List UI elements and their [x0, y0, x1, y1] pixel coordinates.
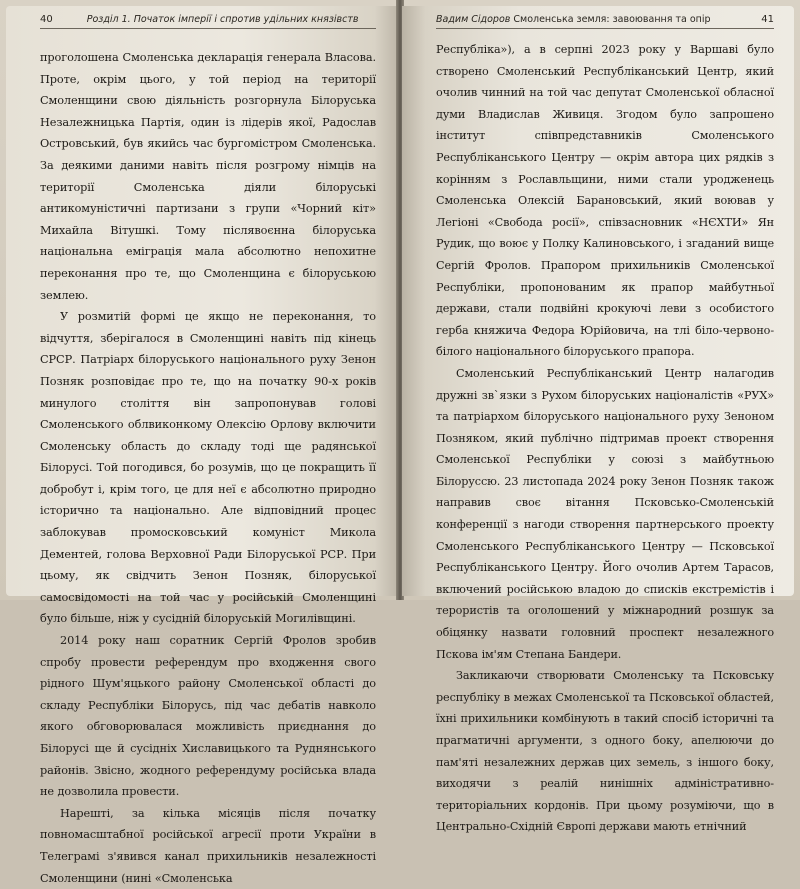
right-paragraph-1: Республіка»), а в серпні 2023 року у Варшаві було створено Смоленський Республіканський Центр, який очолив чинний на той час депутат Смоленської обласної думи Владислав Живиця. Згодом було запрошено інститут співпредставників Смоленського Республіканського Центру — окрім автора цих рядків з корінням з Рославльщини, ними стали уродженець Смоленська Олексій Барановський, який воював у Легіоні «Свобода росії», співзасновник «НЄХТИ» Ян Рудик, що воює у Полку Калиновського, і згаданий вище Сергій Фролов. Прапором прихильників Смоленської Республіки, пропонованим як прапор майбутньої держави, стали подвійні крокуючі леви з особистого герба княжича Федора Юрійовича, на тлі біло-червоно-білого національного білоруського прапора.: [436, 43, 774, 359]
right-paragraph-2: Смоленський Республіканський Центр налагодив дружні зв`язки з Рухом білоруських націоналістів «РУХ» та патріархом білоруського національного руху Зеноном Позняком, який публічно підтримав проект створення Смоленської Республіки у союзі з майбутньою Білоруссю. 23 листопада 2024 року Зенон Позняк також направив своє вітання Псковсько-Смоленській конференції з нагоди створення партнерського проекту Смоленського Республіканського Центру — Псковської Республіканського Центру. Його очолив Артем Тарасов, включений російською владою до списків екстремістів і терористів та оголошений у міжнародний розшук за обіцянку назвати головний проспект незалежного Пскова ім'ям Степана Бандери.: [436, 366, 774, 661]
left-page-number: 40: [40, 14, 53, 25]
right-page-number: 41: [761, 14, 774, 25]
right-running-head-author: Вадим Сідоров: [436, 14, 511, 25]
right-paragraph-3: Закликаючи створювати Смоленську та Псковську республіку в межах Смоленської та Псковської областей, їхні прихильники комбінують в такий спосіб історичні та прагматичні аргументи, з одного боку, апелюючи до пам'яті незалежних держав цих земель, з іншого боку, виходячи з реалій нинішніх адміністративно-територіальних кордонів. При цьому розуміючи, що в Центрально-Східній Європі держави мають етнічний: [436, 669, 774, 834]
left-page-text: [40, 47, 376, 889]
right-running-head: [436, 14, 774, 29]
left-running-head-title: Розділ 1. Початок імперії і спротив удільних князівств: [86, 14, 359, 25]
left-paragraph-2: У розмитій формі це якщо не переконання, то відчуття, зберігалося в Смоленщині навіть під кінець СРСР. Патріарх білоруського національного руху Зенон Позняк розповідає про те, що на початку 90-х років минулого століття він запропонував голові Смоленського облвиконкому Олексію Орлову включити Смоленську область до складу тоді ще радянської Білорусі. Той погодився, бо розумів, що це покращить її добробут і, крім того, це для неї є абсолютно природно історично та національно. Але відповідний процес заблокував промосковський комуніст Микола Дементей, голова Верховної Ради Білоруської РСР. При цьому, як свідчить Зенон Позняк, білоруської самосвідомості на той час у російській Смоленщині було більше, ніж у сусідній білоруській Могилівщині.: [40, 310, 376, 626]
right-running-head-title: Смоленська земля: завоювання та опір: [513, 14, 711, 25]
right-page: [402, 6, 794, 834]
left-paragraph-4: Нарешті, за кілька місяців після початку повномасштабної російської агресії проти України в Телеграмі з'явився канал прихильників незалежності Смоленщини (нині «Смоленська: [40, 806, 376, 885]
left-page: [6, 6, 398, 885]
left-running-head: [40, 14, 376, 29]
left-paragraph-1: проголошена Смоленська декларація генерала Власова. Проте, окрім цього, у той період на території Смоленщини свою діяльність розгорнула Білоруська Незалежницька Партія, один із лідерів якої, Радослав Островський, був якийсь час бургомістром Смоленська. За деякими даними навіть після розгрому німців на території Смоленська діяли білоруські антикомуністичні партизани з групи «Чорний кіт» Михайла Вітушкі. Тому післявоєнна білоруська національна еміграція мала абсолютно непохитне переконання про те, що Смоленщина є білоруською землею.: [40, 51, 376, 302]
right-page-text: [436, 39, 774, 838]
left-paragraph-3: 2014 року наш соратник Сергій Фролов зробив спробу провести референдум про входження свого рідного Шум'яцького району Смоленської області до складу Республіки Білорусь, під час дебатів навколо якого обговорювалася можливість приєднання до Білорусі ще й сусідніх Хиславицького та Руднянського районів. Звісно, жодного референдуму російська влада не дозволила провести.: [40, 634, 376, 799]
